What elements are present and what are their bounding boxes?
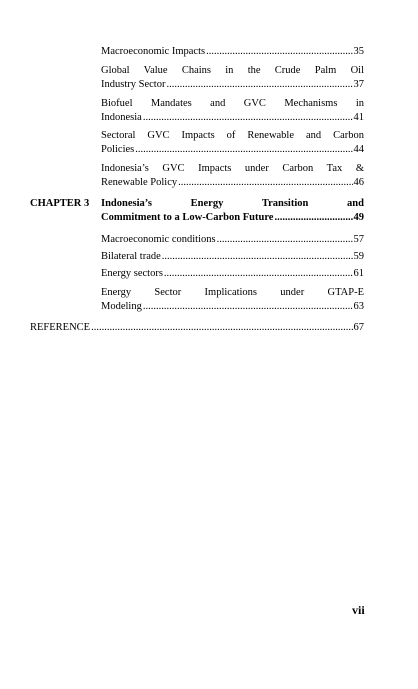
reference-label: REFERENCE — [30, 322, 91, 333]
toc-entry-macroeconomic-conditions[interactable] — [101, 233, 364, 247]
toc-entry-title-line2: Modeling — [101, 301, 142, 312]
toc-leader-dots — [274, 211, 352, 225]
toc-page-number: 67 — [353, 322, 364, 333]
toc-entry-title-line2: Renewable Policy — [101, 177, 178, 188]
toc-entry-macroeconomic-impacts[interactable] — [101, 45, 364, 59]
toc-entry-line — [101, 143, 364, 157]
toc-entry-title-line2: Policies — [101, 144, 135, 155]
toc-page-number: 37 — [353, 79, 364, 90]
toc-entry-title-line1: Global Value Chains in the Crude Palm Oil — [101, 65, 364, 76]
toc-leader-dots — [135, 143, 352, 157]
toc-entry-title-line2: Industry Sector — [101, 79, 166, 90]
toc-entry-line — [101, 250, 364, 264]
toc-page-number: 49 — [353, 212, 364, 223]
chapter-label: CHAPTER 3 — [30, 198, 90, 209]
toc-entry-title-line1: Biofuel Mandates and GVC Mechanisms in — [101, 98, 364, 109]
toc-entry-line — [101, 176, 364, 190]
chapter-title-line1: Indonesia’s Energy Transition and — [101, 198, 364, 209]
toc-entry-line — [101, 45, 364, 59]
toc-entry-bilateral-trade[interactable] — [101, 250, 364, 264]
page-folio: vii — [352, 603, 365, 617]
toc-entry-line — [101, 211, 364, 225]
toc-entry-gvc-crude-palm-oil[interactable] — [101, 64, 364, 92]
toc-entry-line — [101, 300, 364, 314]
chapter-title-line2: Commitment to a Low-Carbon Future — [101, 212, 274, 223]
toc-page-number: 44 — [353, 144, 364, 155]
toc-page-number: 63 — [353, 301, 364, 312]
toc-entry-title: Energy sectors — [101, 268, 163, 279]
toc-entry-title-line1: Indonesia’s GVC Impacts under Carbon Tax & — [101, 163, 364, 174]
toc-page-number: 61 — [353, 268, 364, 279]
toc-entry-biofuel-mandates[interactable] — [101, 97, 364, 125]
toc-entry-title: Macroeconomic Impacts — [101, 46, 206, 57]
toc-leader-dots — [178, 176, 352, 190]
toc-entry-title-line2: Indonesia — [101, 112, 142, 123]
toc-entry-energy-sectors[interactable] — [101, 267, 364, 281]
toc-entry-gtap-e-modeling[interactable] — [101, 286, 364, 314]
toc-leader-dots — [143, 111, 353, 125]
toc-entry-reference[interactable] — [30, 321, 364, 335]
toc-leader-dots — [91, 321, 352, 335]
toc-page-number: 59 — [353, 251, 364, 262]
toc-entry-line — [101, 233, 364, 247]
toc-entry-title: Bilateral trade — [101, 251, 161, 262]
toc-leader-dots — [217, 233, 353, 247]
toc-leader-dots — [166, 78, 352, 92]
toc-entry-line — [101, 111, 364, 125]
toc-page-number: 46 — [353, 177, 364, 188]
toc-page-number: 57 — [353, 234, 364, 245]
toc-leader-dots — [164, 267, 353, 281]
toc-entry-title: Macroeconomic conditions — [101, 234, 216, 245]
toc-entry-line — [101, 267, 364, 281]
toc-entry-sectoral-gvc-impacts[interactable] — [101, 129, 364, 157]
toc-leader-dots — [143, 300, 353, 314]
toc-entry-line — [101, 78, 364, 92]
toc-entry-title-line1: Sectoral GVC Impacts of Renewable and Carbon — [101, 130, 364, 141]
toc-leader-dots — [206, 45, 352, 59]
toc-chapter-3-title[interactable] — [101, 197, 364, 225]
toc-leader-dots — [162, 250, 353, 264]
toc-page-number: 41 — [353, 112, 364, 123]
toc-entry-line — [30, 321, 364, 335]
toc-entry-indonesia-gvc-carbon-tax[interactable] — [101, 162, 364, 190]
toc-entry-title-line1: Energy Sector Implications under GTAP-E — [101, 287, 364, 298]
toc-page-number: 35 — [353, 46, 364, 57]
